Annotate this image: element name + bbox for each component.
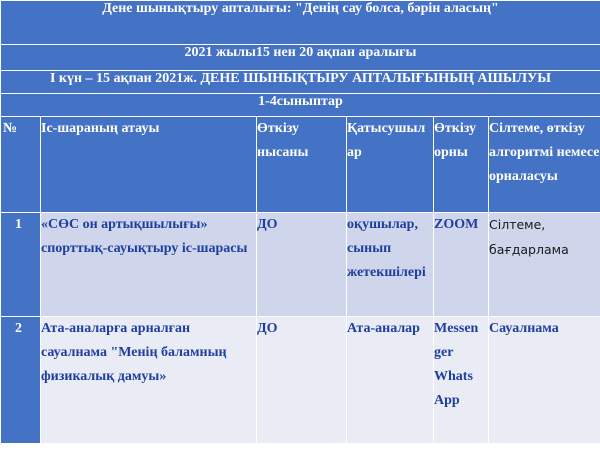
column-header-link: Сілтеме, өткізу алгоритмі немесе орналасуы (489, 117, 600, 213)
event-participants: Ата-аналар (347, 317, 434, 444)
event-link[interactable] (489, 213, 600, 317)
grade-row (1, 94, 600, 117)
event-form: ДО (257, 213, 347, 317)
row-number: 1 (1, 213, 41, 317)
document-title: Дене шынықтыру апталығы: "Денің сау болса, бәрін аласың" (1, 1, 600, 45)
event-place: Messen ger Whats App (434, 317, 489, 444)
column-header-row (1, 117, 600, 213)
event-link[interactable]: Сауалнама (489, 317, 600, 444)
title-row (1, 1, 600, 45)
column-header-place: Өткізу орны (434, 117, 489, 213)
date-range: 2021 жылы15 нен 20 ақпан аралығы (1, 45, 600, 71)
column-header-form: Өткізу нысаны (257, 117, 347, 213)
column-header-participants: Қатысушыл ар (347, 117, 434, 213)
event-name: «СӨС он артықшылығы» спорттық-сауықтыру іс-шарасы (41, 213, 257, 317)
dates-row (1, 45, 600, 71)
day-row (1, 71, 600, 94)
row-number: 2 (1, 317, 41, 444)
table-row (1, 213, 600, 317)
day-heading: І күн – 15 ақпан 2021ж. ДЕНЕ ШЫНЫҚТЫРУ АПТАЛЫҒЫНЫҢ АШЫЛУЫ (1, 71, 600, 94)
event-place: ZOOM (434, 213, 489, 317)
event-name: Ата-аналарға арналған сауалнама "Менің баламның физикалық дамуы» (41, 317, 257, 444)
grade-heading: 1-4сыныптар (1, 94, 600, 117)
table-row (1, 317, 600, 444)
event-link-text[interactable]: Сілтеме, бағдарлама (489, 217, 569, 257)
column-header-number: № (1, 117, 41, 213)
event-form: ДО (257, 317, 347, 444)
event-participants: оқушылар, сынып жетекшілері (347, 213, 434, 317)
column-header-name: Іс-шараның атауы (41, 117, 257, 213)
